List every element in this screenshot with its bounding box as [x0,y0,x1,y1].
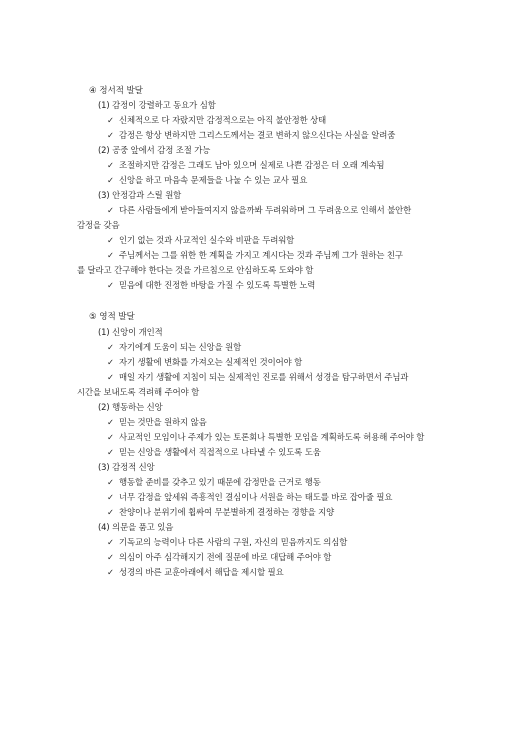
list-item [107,567,284,578]
list-item [107,205,454,216]
list-item-continuation: 를 달라고 간구해야 한다는 것을 가르침으로 안심하도록 도와야 함 [77,265,314,275]
list-item [107,357,302,368]
check-icon: ✓ [107,492,114,502]
check-icon: ✓ [107,537,114,547]
list-item [107,280,315,291]
group-label: (3) 안정감과 스릴 원함 [98,190,182,200]
group-label: (2) 공중 앞에서 감정 조절 가능 [98,145,211,155]
check-icon: ✓ [107,507,114,517]
list-item-text: 사교적인 모임이나 주제가 있는 토론회나 특별한 모임을 계획하도록 허용해 주어야 함 [119,432,425,442]
check-icon: ✓ [107,280,114,290]
list-item [107,250,403,261]
check-icon: ✓ [107,205,114,215]
list-item-text: 자기에게 도움이 되는 신앙을 원함 [119,342,242,352]
check-icon: ✓ [107,417,114,427]
list-item [107,235,294,246]
list-item [107,175,307,186]
list-item-text: 신체적으로 다 자랐지만 감정적으로는 아직 불안정한 상태 [119,115,327,125]
list-item [107,552,331,563]
group-label: (1) 신앙이 개인적 [98,327,163,337]
list-item-text: 성경의 바른 교훈아래에서 해답을 제시할 필요 [119,567,284,577]
list-item-text: 매일 자기 생활에 지침이 되는 실제적인 진로를 위해서 성경을 탐구하면서 주님과 [119,372,409,382]
check-icon: ✓ [107,130,114,140]
list-item [107,417,207,428]
list-item [107,342,241,353]
list-item-text: 믿는 것만을 원하지 않음 [119,417,207,427]
group-label: (1) 감정이 강렬하고 동요가 심함 [98,100,216,110]
group-label: (4) 의문을 품고 있음 [98,522,174,532]
list-item-text: 인기 없는 것과 사교적인 실수와 비판을 두려워함 [119,235,295,245]
check-icon: ✓ [107,235,114,245]
list-item [107,477,321,488]
check-icon: ✓ [107,115,114,125]
group-label: (3) 감정적 신앙 [98,462,155,472]
check-icon: ✓ [107,160,114,170]
list-item-text: 행동할 준비를 갖추고 있기 때문에 감정만을 근거로 행동 [119,477,321,487]
list-item-text: 다른 사람들에게 받아들여지지 않을까봐 두려워하며 그 두려움으로 인해서 불안한 [119,205,412,215]
list-item-text: 주님께서는 그를 위한 한 계획을 가지고 계시다는 것과 주님께 그가 원하는 친구 [119,250,403,260]
list-item-text: 믿음에 대한 진정한 바탕을 가질 수 있도록 특별한 노력 [119,280,316,290]
list-item-text: 의심이 아주 심각해지기 전에 질문에 바로 대답해 주어야 함 [119,552,332,562]
list-item-text: 신앙을 하고 마음속 문제들을 나눌 수 있는 교사 필요 [119,175,308,185]
list-item-text: 찬양이나 분위기에 휩싸여 무분별하게 결정하는 경향을 지양 [119,507,335,517]
list-item [107,492,392,503]
list-item [107,115,326,126]
group-label: (2) 행동하는 신앙 [98,402,163,412]
check-icon: ✓ [107,372,114,382]
list-item-continuation: 시간을 보내도록 격려해 주어야 함 [77,387,200,397]
check-icon: ✓ [107,357,114,367]
check-icon: ✓ [107,250,114,260]
check-icon: ✓ [107,477,114,487]
list-item [107,130,395,141]
list-item-text: 감정은 항상 변하지만 그리스도께서는 결코 변하지 않으신다는 사실을 알려줌 [119,130,396,140]
list-item-text: 자기 생활에 변화를 가져오는 실제적인 것이어야 함 [119,357,303,367]
list-item [107,160,384,171]
section-title-emotional: ④ 정서적 발달 [89,86,143,96]
check-icon: ✓ [107,432,114,442]
check-icon: ✓ [107,175,114,185]
check-icon: ✓ [107,342,114,352]
list-item [107,507,334,518]
check-icon: ✓ [107,447,114,457]
check-icon: ✓ [107,552,114,562]
list-item [107,537,347,548]
list-item [107,447,321,458]
list-item-text: 기독교의 능력이나 다른 사람의 구원, 자신의 믿음까지도 의심함 [119,537,348,547]
list-item-text: 믿는 신앙을 생활에서 직접적으로 나타낼 수 있도록 도움 [119,447,321,457]
list-item [107,372,408,383]
check-icon: ✓ [107,567,114,577]
list-item-text: 조절하지만 감정은 그래도 남아 있으며 실제로 나쁜 감정은 더 오래 계속됨 [119,160,385,170]
list-item [107,432,424,443]
section-title-spiritual: ⑤ 영적 발달 [89,312,135,322]
list-item-text: 너무 감정을 앞세워 즉흥적인 결심이나 서원을 하는 태도를 바로 잡아줄 필요 [119,492,393,502]
list-item-continuation: 감정을 갖음 [77,220,120,230]
